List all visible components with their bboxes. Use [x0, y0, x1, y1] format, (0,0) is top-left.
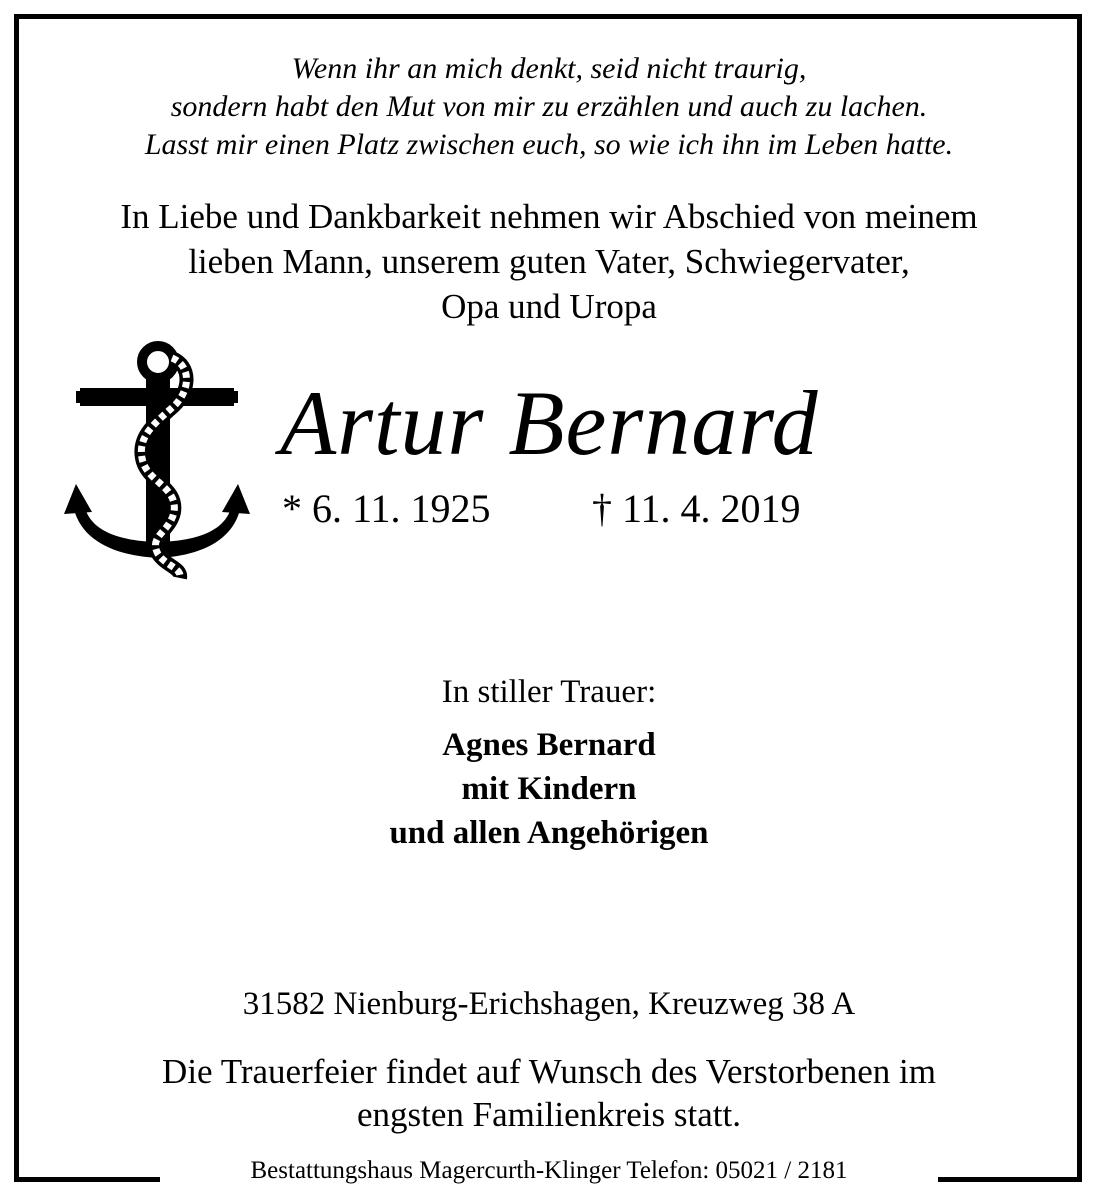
address: 31582 Nienburg-Erichshagen, Kreuzweg 38 A — [242, 986, 856, 1022]
funeral-home-footer: Bestattungshaus Magercurth-Klinger Telefon: 05021 / 2181 — [250, 1157, 848, 1184]
poem — [0, 50, 1098, 164]
mourner-line: und allen Angehörigen — [389, 815, 709, 851]
intro-line: Opa und Uropa — [441, 287, 657, 326]
death-date: † 11. 4. 2019 — [592, 486, 801, 531]
mourner-line: Agnes Bernard — [442, 727, 656, 763]
intro-text — [0, 194, 1098, 329]
intro-line: lieben Mann, unserem guten Vater, Schwiegervater, — [188, 242, 910, 281]
notice-line: Die Trauerfeier findet auf Wunsch des Verstorbenen im — [162, 1052, 936, 1091]
poem-line: sondern habt den Mut von mir zu erzählen und auch zu lachen. — [170, 90, 928, 123]
deceased-name: Artur Bernard — [280, 372, 819, 474]
intro-line: In Liebe und Dankbarkeit nehmen wir Abschied von meinem — [120, 197, 978, 236]
funeral-notice — [0, 1050, 1098, 1136]
birth-date: * 6. 11. 1925 — [282, 486, 491, 531]
notice-line: engsten Familienkreis statt. — [357, 1095, 741, 1134]
anchor-icon — [62, 336, 252, 580]
mourners-list — [0, 723, 1098, 855]
mourning-heading: In stiller Trauer: — [441, 674, 657, 710]
mourner-line: mit Kindern — [461, 771, 637, 807]
poem-line: Lasst mir einen Platz zwischen euch, so wie ich ihn im Leben hatte. — [144, 128, 954, 161]
poem-line: Wenn ihr an mich denkt, seid nicht traurig, — [291, 52, 807, 85]
